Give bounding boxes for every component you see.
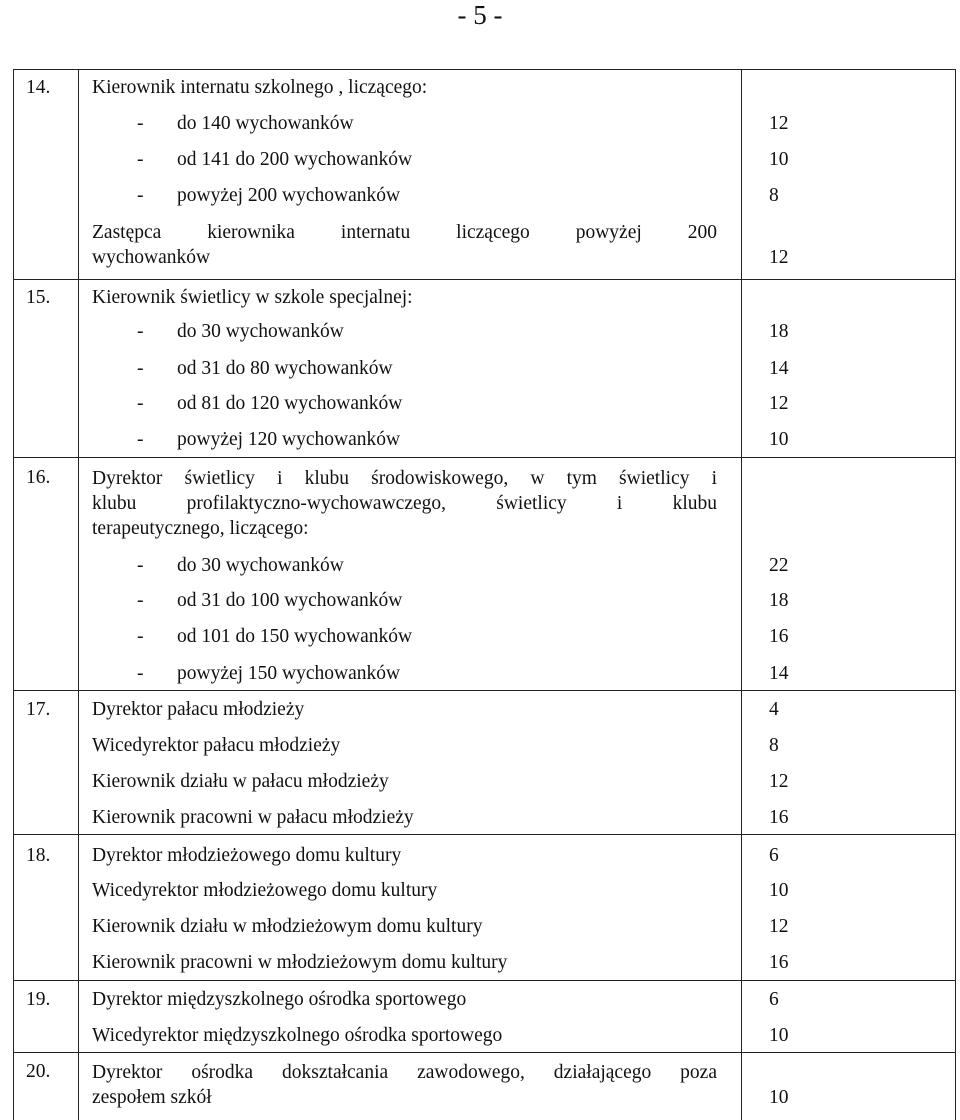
item-dash: - bbox=[137, 393, 144, 414]
item-value: 12 bbox=[769, 393, 789, 414]
item-value: 22 bbox=[769, 555, 789, 576]
column-divider bbox=[741, 70, 742, 1120]
row-divider bbox=[14, 279, 955, 280]
section-title-line: zespołem szkół bbox=[92, 1087, 212, 1108]
row-value: 10 bbox=[769, 1087, 789, 1108]
item-label: od 141 do 200 wychowanków bbox=[177, 149, 413, 170]
section-number: 20. bbox=[26, 1061, 51, 1082]
section-title: Kierownik świetlicy w szkole specjalnej: bbox=[92, 287, 413, 308]
section-title bbox=[92, 466, 717, 541]
item-dash: - bbox=[137, 626, 144, 647]
item-label: powyżej 200 wychowanków bbox=[177, 185, 401, 206]
row-label: Wicedyrektor międzyszkolnego ośrodka sportowego bbox=[92, 1025, 503, 1046]
row-value: 16 bbox=[769, 807, 789, 828]
item-label: do 30 wychowanków bbox=[177, 321, 344, 342]
row-value: 12 bbox=[769, 771, 789, 792]
item-label: od 81 do 120 wychowanków bbox=[177, 393, 403, 414]
row-value: 6 bbox=[769, 845, 779, 866]
row-divider bbox=[14, 834, 955, 835]
section-number: 15. bbox=[26, 287, 51, 308]
section-number: 14. bbox=[26, 77, 51, 98]
row-label: Kierownik działu w młodzieżowym domu kultury bbox=[92, 916, 483, 937]
allowance-table bbox=[13, 69, 956, 1120]
item-dash: - bbox=[137, 113, 144, 134]
item-label: od 31 do 100 wychowanków bbox=[177, 590, 403, 611]
row-value: 10 bbox=[769, 1025, 789, 1046]
item-value: 10 bbox=[769, 149, 789, 170]
row-value: 8 bbox=[769, 735, 779, 756]
row-divider bbox=[14, 980, 955, 981]
item-dash: - bbox=[137, 321, 144, 342]
item-dash: - bbox=[137, 185, 144, 206]
row-value: 6 bbox=[769, 989, 779, 1010]
item-value: 8 bbox=[769, 185, 779, 206]
item-label: powyżej 120 wychowanków bbox=[177, 429, 401, 450]
item-dash: - bbox=[137, 590, 144, 611]
row-value: 10 bbox=[769, 880, 789, 901]
section-title: Kierownik internatu szkolnego , liczącego: bbox=[92, 77, 428, 98]
row-divider bbox=[14, 1052, 955, 1053]
item-dash: - bbox=[137, 358, 144, 379]
deputy-text bbox=[92, 220, 717, 270]
item-value: 12 bbox=[769, 247, 789, 268]
column-divider bbox=[78, 70, 79, 1120]
item-dash: - bbox=[137, 555, 144, 576]
deputy-line: wychowanków bbox=[92, 247, 211, 268]
section-number: 17. bbox=[26, 699, 51, 720]
section-title-line: klubu profilaktyczno-wychowawczego, świetlicy i klubu bbox=[92, 493, 717, 514]
section-title-line: Dyrektor świetlicy i klubu środowiskowego, w tym świetlicy i bbox=[92, 468, 717, 489]
section-title bbox=[92, 1060, 717, 1110]
item-label: do 140 wychowanków bbox=[177, 113, 354, 134]
item-label: od 31 do 80 wychowanków bbox=[177, 358, 393, 379]
section-title-line: terapeutycznego, liczącego: bbox=[92, 518, 309, 539]
section-title-line: Dyrektor ośrodka dokształcania zawodowego, działającego poza bbox=[92, 1062, 717, 1083]
item-label: do 30 wychowanków bbox=[177, 555, 344, 576]
row-divider bbox=[14, 457, 955, 458]
item-value: 12 bbox=[769, 113, 789, 134]
section-number: 19. bbox=[26, 989, 51, 1010]
row-label: Kierownik działu w pałacu młodzieży bbox=[92, 771, 389, 792]
item-value: 16 bbox=[769, 626, 789, 647]
page-number: - 5 - bbox=[457, 0, 503, 30]
section-number: 16. bbox=[26, 467, 51, 488]
section-number: 18. bbox=[26, 845, 51, 866]
row-label: Wicedyrektor pałacu młodzieży bbox=[92, 735, 341, 756]
item-dash: - bbox=[137, 429, 144, 450]
row-label: Kierownik pracowni w pałacu młodzieży bbox=[92, 807, 414, 828]
item-label: powyżej 150 wychowanków bbox=[177, 663, 401, 684]
item-value: 18 bbox=[769, 590, 789, 611]
row-label: Dyrektor pałacu młodzieży bbox=[92, 699, 305, 720]
item-value: 14 bbox=[769, 358, 789, 379]
item-dash: - bbox=[137, 663, 144, 684]
row-label: Wicedyrektor młodzieżowego domu kultury bbox=[92, 880, 438, 901]
row-divider bbox=[14, 690, 955, 691]
row-value: 16 bbox=[769, 952, 789, 973]
item-dash: - bbox=[137, 149, 144, 170]
item-value: 14 bbox=[769, 663, 789, 684]
row-label: Dyrektor międzyszkolnego ośrodka sportowego bbox=[92, 989, 467, 1010]
row-value: 4 bbox=[769, 699, 779, 720]
row-value: 12 bbox=[769, 916, 789, 937]
deputy-line: Zastępca kierownika internatu liczącego powyżej 200 bbox=[92, 222, 717, 243]
item-value: 10 bbox=[769, 429, 789, 450]
row-label: Dyrektor młodzieżowego domu kultury bbox=[92, 845, 402, 866]
row-label: Kierownik pracowni w młodzieżowym domu kultury bbox=[92, 952, 508, 973]
item-value: 18 bbox=[769, 321, 789, 342]
item-label: od 101 do 150 wychowanków bbox=[177, 626, 413, 647]
